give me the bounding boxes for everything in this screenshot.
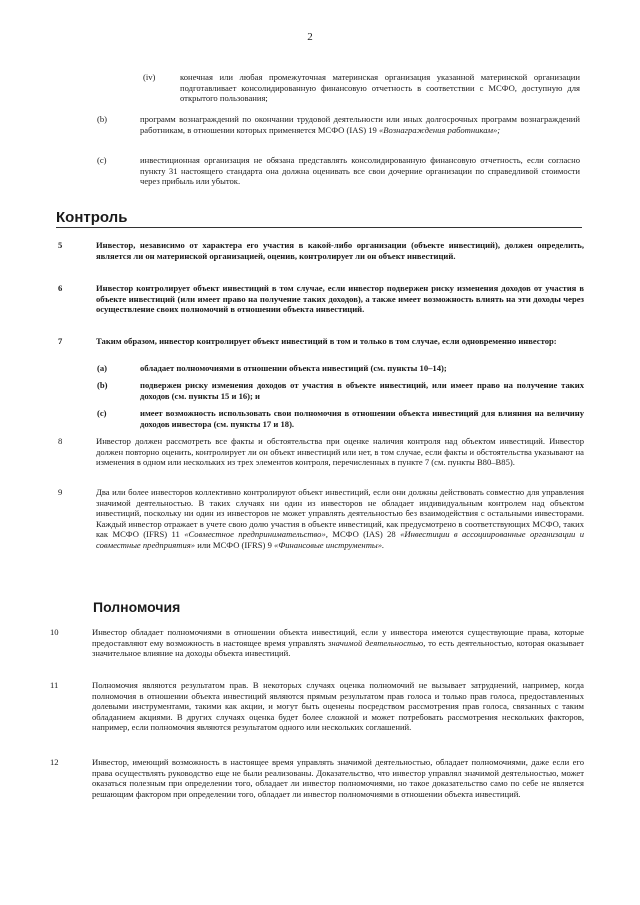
list-label: (b) [97, 114, 108, 124]
paragraph-text: Таким образом, инвестор контролирует объект инвестиций в том и только в том случае, если одновременно инвестор: [96, 336, 557, 346]
sub-item-label: (a) [97, 363, 108, 373]
paragraph-text: Два или более инвесторов коллективно контролируют объект инвестиций, если они должны действовать совместно для управления значимой деятельностью. В таких случаях ни один из инвесторов не обладает индивидуальным контролем над объектом инвестиций, поскольку ни один из инвесторов не может управлять деятельностью без взаимодействия с остальными инвесторами. Каждый инвестор отражает в учете свою долю участия в объекте инвестиций, как предусмотрено в соответствующих МСФО, таких как МСФО (IFRS) 11 «Совместное предпринимательство», МСФО (IAS) 28 «Инвестиции в ассоциированные организации и совместные предприятия» или МСФО (IFRS) 9 «Финансовые инструменты». [96, 487, 585, 550]
paragraph-text: Инвестор обладает полномочиями в отношении объекта инвестиций, если у инвестора имеются существующие права, которые предоставляют ему возможность в настоящее время управлять значимой деятельностью, то есть деятельностью, которая оказывает значительное влияние на доходы объекта инвестиций. [92, 627, 584, 659]
list-label: (iv) [143, 72, 156, 82]
sub-item-text: подвержен риску изменения доходов от участия в объекте инвестиций, или имеет право на получение таких доходов (см. пункты 15 и 16); и [140, 380, 584, 401]
page-number: 2 [307, 31, 313, 43]
list-item-text: программ вознаграждений по окончании трудовой деятельности или иных долгосрочных программ вознаграждений работникам, в отношении которых применяется МСФО (IAS) 19 «Вознаграждения работникам»; [140, 114, 580, 135]
section-heading-control: Контроль [56, 209, 582, 228]
paragraph-number: 11 [50, 680, 59, 690]
paragraph-number: 10 [50, 627, 59, 637]
sub-item-text: имеет возможность использовать свои полномочия в отношении объекта инвестиций для влияния на величину доходов инвестора (см. пункты 17 и 18). [140, 408, 584, 429]
paragraph-text: Инвестор, независимо от характера его участия в какой-либо организации (объекте инвестиций), должен определить, является ли он материнской организацией, оценив, контролирует ли он объект инвестиций. [96, 240, 584, 261]
paragraph-number: 8 [58, 436, 63, 446]
paragraph-number: 5 [58, 240, 63, 250]
sub-item-text: обладает полномочиями в отношении объекта инвестиций (см. пункты 10–14); [140, 363, 447, 373]
sub-item-label: (b) [97, 380, 108, 390]
list-item-text: конечная или любая промежуточная материнская организация указанной материнской организации подготавливает консолидированную финансовую отчетность в соответствии с МСФО, доступную для открытого пользования; [180, 72, 580, 104]
paragraph-text: Инвестор контролирует объект инвестиций в том случае, если инвестор подвержен риску изменения доходов от участия в объекте инвестиций (или имеет право на получение таких доходов), а также имеет возможность влиять на эти доходы через осуществление своих полномочий в отношении объекта инвестиций. [96, 283, 584, 315]
list-label: (с) [97, 155, 107, 165]
paragraph-text: Инвестор, имеющий возможность в настоящее время управлять значимой деятельностью, обладает полномочиями, даже если его права осуществлять руководство еще не были реализованы. Доказательство, что инвестор управлял значимой деятельностью, может оказаться полезным при определении того, обладает ли инвестор полномочиями, но такое доказательство само по себе не является решающим фактором при определении того, обладает ли инвестор полномочиями в отношении объекта инвестиций. [92, 757, 584, 799]
paragraph-text: Инвестор должен рассмотреть все факты и обстоятельства при оценке наличия контроля над объектом инвестиций. Инвестор должен повторно оценить, контролирует ли он объект инвестиций или нет, в том случае, если факты и обстоятельства указывают на изменения в одном или нескольких из трех элементов контроля, перечисленных в пункте 7 (см. пункты B80–B85). [96, 436, 584, 468]
paragraph-text: Полномочия являются результатом прав. В некоторых случаях оценка полномочий не вызывает затруднений, например, когда полномочия в отношении объекта инвестиций являются прямым результатом прав голоса и только прав голоса, предоставленных долевыми инструментами, такими как акции, и могут быть оценены посредством рассмотрения прав голоса, связанных с таким обладанием акциями. В других случаях оценка будет более сложной и может потребовать рассмотрения нескольких факторов, например, если полномочия являются результатом одного или нескольких соглашений. [92, 680, 584, 733]
section-heading-powers: Полномочия [93, 599, 181, 615]
paragraph-number: 7 [58, 336, 63, 346]
paragraph-number: 9 [58, 487, 63, 497]
paragraph-number: 6 [58, 283, 63, 293]
paragraph-number: 12 [50, 757, 59, 767]
sub-item-label: (c) [97, 408, 107, 418]
list-item-text: инвестиционная организация не обязана представлять консолидированную финансовую отчетность, если согласно пункту 31 настоящего стандарта она должна оценивать все свои дочерние организации по справедливой стоимости через прибыль или убыток. [140, 155, 580, 187]
